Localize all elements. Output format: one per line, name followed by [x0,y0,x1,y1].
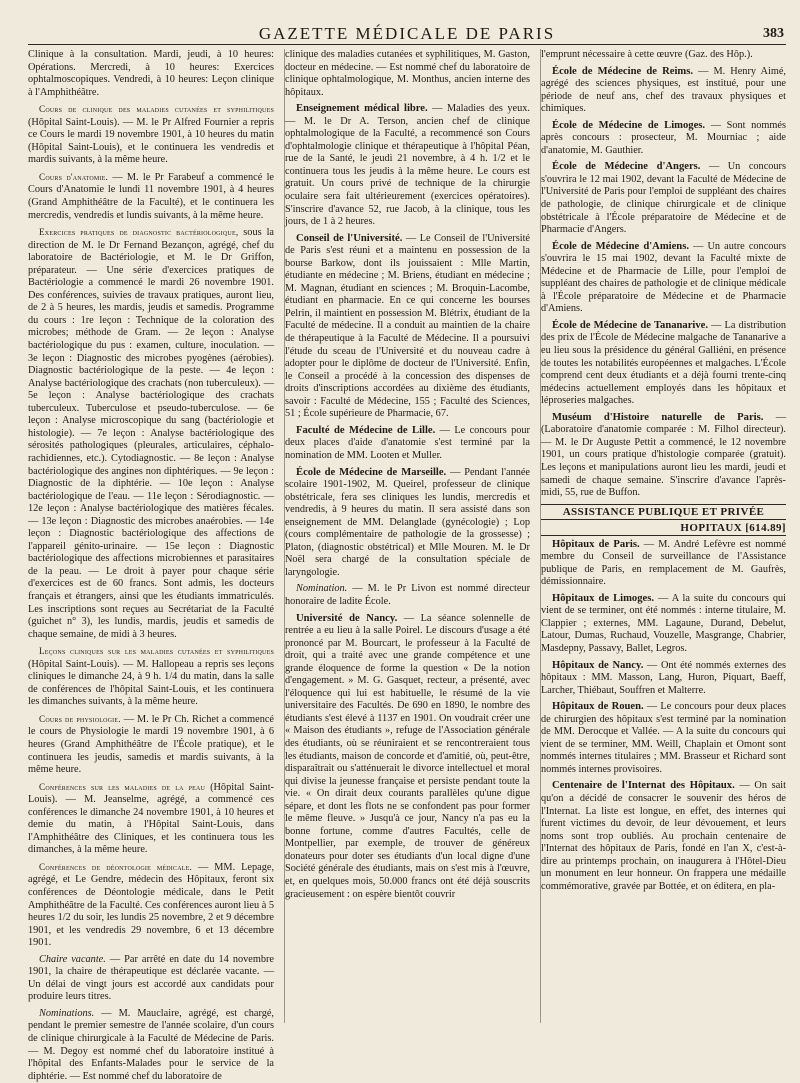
item-heading: Enseignement médical libre. [296,103,428,115]
column-left [28,49,275,1082]
news-item [28,713,274,777]
item-heading: Nominations. [39,1007,95,1019]
item-body: — M. André Lefèvre est nommé membre du Conseil de surveillance de l'Assistance publique de Paris, en remplacement de M. Gaufrès, démissionnaire. [541,538,786,588]
item-heading: Hôpitaux de Paris. [552,538,640,550]
news-item [541,593,786,656]
item-body: — La séance solennelle de rentrée a eu lieu à la salle Poirel. Le discours d'usage a été prononcé par M. Bourcart, le professeur à la Faculté de droit, qui a traité avec une grande compétence et une grande éloquence de forme la question « De la notion d'engagement. » M. G. Gasquet, recteur, a présenté, avec l'éloquence qui lui est habituelle, le résumé de la vie universitaire des Facultés. De 690 en 1890, le nombre des étudiants s'est élevé à 1137 en 1901. On voudrait créer une « Maison des étudiants », refuge de l'Association générale des étudiants, où se réuniraient et se rencontreraient tous les étudiants, maison de concorde et d'amitié, où, peut-être, disparaîtrait ou s'atténuerait le divorce intellectuel et moral qui divise la jeunesse française et persiste pendant toute la vie. « On dirait deux courants parallèles qu'une digue sépare, et dont les flots ne se confondent pas pour former le même fleuve. » Jusqu'à ce jour, Nancy n'a pas eu la bonne fortune, comme d'autres Facultés, celle de Montpellier, par exemple, de trouver de généreux donateurs pour doter ses étudiants d'un local digne d'une Société générale des étudiants, mais on s'est mis à l'œuvre, et, en quelques mois, 50.000 francs ont été déjà souscrits gracieusement : on espère bientôt couvrir [285,612,530,900]
item-body: — On sait qu'on a décidé de consacrer le souvenir des héros de l'Internat. La liste est longue, en effet, des internes qui furent victimes du devoir, de leur dévouement, et leurs noms sont trop oubliés. Au prochain centenaire de l'Internat des hôpitaux de Paris, fondé en l'an X, c'est-à-dire au printemps prochain, on inaugurera à l'Hôtel-Dieu un monument en leur honneur. On frappera une médaille commémorative, gravée par Bottée, et on éditera, en pla- [541,780,786,892]
section-subtitle: HOPITAUX [614.89] [541,522,786,536]
news-item [541,320,786,408]
item-body: — Le Conseil de l'Université de Paris s'est réuni et a maintenu en possession de la bourse Barkow, dont ils jouissaient : Mlle Martin, étudiante en médecine ; M. Briens, étudiant en médecine ; M. Magnan, étudiant en sciences ; M. Broquin-Lacombe, étudiant en pharmacie. En ce qui concerne les bourses Pelrin, il maintient en possession M. Blétrix, étudiant de la Faculté de médecine. Il a conduit au maintien de la chaire de thérapeutique à la Faculté de Médecine. Il a poursuivi l'étude du sceau de l'Université et du nouveau cadre à adopter pour le diplôme de docteur de l'Université. Enfin, le Conseil a procédé à la concession des dispenses de droits d'inscriptions accordées au dixième des étudiants, savoir : Faculté de Médecine, 155 ; Faculté des Sciences, 51 ; École supérieure de Pharmacie, 67. [285,232,530,420]
item-body: — M. le Pr Livon est nommé directeur honoraire de ladite École. [285,583,531,607]
journal-title: GAZETTE MÉDICALE DE PARIS [258,24,556,43]
news-item [541,161,786,236]
news-item [285,613,530,902]
news-item [541,539,786,589]
item-body: — Pendant l'année scolaire 1901-1902, M. Queirel, professeur de clinique obstétricale, fera ses cliniques les lundis, mercredis et vendredis, à 9 heures du matin. Il sera assisté dans son enseignement de MM. Delanglade (gynécologie) ; Lop (cours complémentaire de pathologie de la grossesse) ; Platon, (diagnostic obstétrical) et Mlle Mouren. M. le Dr Noël sera chargé de la consultation spéciale de laryngologie. [285,466,531,578]
news-item [541,660,786,698]
item-heading: École de Médecine de Marseille. [296,466,447,478]
news-item [28,954,274,1004]
item-heading: Faculté de Médecine de Lille. [296,424,436,436]
item-body: — Sont nommés après concours : prosecteur, M. Mourniac ; aide d'anatomie, M. Gauthier. [541,119,786,156]
news-item [285,233,530,421]
item-body: (Hôpital Saint-Louis). — M. Jeanselme, agrégé, a commencé ces conférences le dimanche 24 novembre 1901, à 10 heures et demie du matin, à l'Hôpital Saint-Louis, dans l'Amphithéâtre des Cliniques, et les continuera tous les dimanches, à la même heure. [28,781,274,856]
item-heading: Hôpitaux de Nancy. [552,659,644,671]
item-body: — Le concours pour deux places de chirurgien des hôpitaux s'est terminé par la nomination de MM. Derocque et Vallée. — A la suite du concours qui vient de se terminer, MM. Weill, Chaplain et Omont sont nommés internes titulaires ; MM. Brasseur et Richard sont nommés internes provisoires. [541,701,786,775]
news-item [285,49,530,99]
item-body: — M. le Pr Ch. Richet a commencé le cours de Physiologie le mardi 19 novembre 1901, à 6 heures (Grand Amphithéâtre de l'École pratique), et le continuera les jeudis, samedis et mardis suivants, à la même heure. [28,713,274,776]
item-heading: Cours de clinique des maladies cutanées et syphilitiques [39,104,274,115]
item-body: — Un autre concours s'ouvrira le 15 mai 1902, devant la Faculté mixte de Médecine et de Pharmacie de Lille, pour l'emploi de suppléant des chaires de pathologie et de clinique médicale à l'École préparatoire de Médecine et de Pharmacie d'Amiens. [541,240,786,315]
item-body: — A la suite du concours qui vient de se terminer, ont été nommés : interne titulaire, M. Clappier ; externes, MM. Lagaune, Durand, Debelut, Latour, Dumas, Ruchaud, Vouzelle, Masgrange, Chabrier, Masdepny, Passavy, Ballet, Legros. [541,592,786,654]
item-body: clinique des maladies cutanées et syphilitiques, M. Gaston, docteur en médecine. — Est nommé chef du laboratoire de clinique ophtalmologique, M. Monthus, ancien interne des hôpitaux. [285,49,530,98]
item-body: (Hôpital Saint-Louis). — M. le Pr Alfred Fournier a repris ce Cours le mardi 19 novembre 1901, à 10 heures du matin (Hôpital Saint-Louis), et le continuera les vendredis et mardis suivants, à la même heure. [28,116,274,166]
item-body: sous la direction de M. le Dr Fernand Bezançon, agrégé, chef du laboratoire de Bactériologie, et M. le Dr Griffon, préparateur. — Une série d'exercices pratiques de Bactériologie a commencé le mardi 26 novembre 1901. Des conférences, suivies de travaux pratiques, auront lieu, de 2 à 5 heures, les mardis, jeudis et samedis. Programme du cours : 1re leçon : Technique de la coloration des microbes; méthode de Gram. — 2e leçon : Analyse bactériologique du pus : examen, culture, inoculation. — 3e leçon : Diagnostic des microbes pyogènes (aérobies). Diagnostic bactériologique de la peste. — 4e leçon : Analyse bactériologique des crachats (non tuberculeux). — 5e leçon : Analyse bactériologique des crachats tuberculeux. Tuberculose et pseudo-tuberculose. — 6e leçon : Analyse microscopique du sang (bactériologie et histologie). — 7e leçon : Analyse bactériologique des sérosités pathologiques (pleurales, articulaires, céphalo-rachidiennes, etc.). Cytodiagnostic. — 8e leçon : Analyse bactériologique des angines non diphtériques. — 9e leçon : Diagnostic de la diphtérie. — 10e leçon : Analyse bactériologique de l'eau. — 11e leçon : Sérodiagnostic. — 12e leçon : Analyse bactériologique des matières fécales. — 13e leçon : Diagnostic des microbes anaérobies. — 14e leçon : Diagnostic bactériologique des affections de l'appareil génito-urinaire. — 15e leçon : Diagnostic bactériologique des affections microbiennes et parasitaires de la peau. — Le droit à payer pour chaque série d'exercices est de 60 francs. Sont admis, les docteurs français et étrangers, ainsi que les étudiants immatriculés. Les inscriptions sont reçues au Secrétariat de la Faculté (guichet n° 3), les lundis, mardis, jeudis et samedis de chaque semaine, de midi à 3 heures. [28,227,275,640]
text-columns [28,49,787,1082]
news-item [541,412,786,500]
news-item [28,861,274,950]
item-heading: Exercices pratiques de diagnostic bactériologique, [39,227,239,238]
news-item [541,241,786,316]
item-heading: École de Médecine d'Angers. [552,161,701,173]
news-item [285,103,530,228]
item-body: — M. Henry Aimé, agrégé des sciences physiques, est institué, pour une période de neuf ans, chef des travaux physiques et chimiques. [541,65,786,115]
item-heading: Cours de physiologie. [39,713,121,724]
news-item [541,49,786,62]
page-header [28,22,786,45]
item-heading: Nomination. [296,583,348,595]
column-right [540,49,786,1023]
item-heading: Conseil de l'Université. [296,232,403,244]
news-item [28,645,274,709]
item-body: — Ont été nommés externes des hôpitaux : MM. Masson, Lang, Huron, Piquart, Baeff, Larcher, Thiébaut, Souffren et Malterre. [541,659,786,696]
item-heading: Université de Nancy. [296,612,398,624]
item-body: — La distribution des prix de l'École de Médecine malgache de Tananarive a eu lieu sous la présidence du général Galliéni, en présence de toutes les notabilités européennes et malgaches. L'École comprend cent deux étudiants et a déjà fourni trente-cinq médecins actuellement employés dans les hôpitaux et léproseries malgaches. [541,319,786,407]
item-heading: Chaire vacante. [39,953,106,965]
page-number: 383 [763,26,784,41]
item-body: — M. le Pr Farabeuf a commencé le Cours d'Anatomie le lundi 11 novembre 1901, à 4 heures (Grand Amphithéâtre de la Faculté), et le continuera les mercredis, vendredis et lundis suivants, à la même heure. [28,171,274,221]
news-item [28,103,274,167]
item-body: — Le concours pour deux places d'aide d'anatomie s'est terminé par la nomination de MM. Looten et Muller. [285,424,530,461]
item-body: Clinique à la consultation. Mardi, jeudi, à 10 heures: Opérations. Mercredi, à 10 heures: Exercices ophtalmoscopiques. Vendredi, à 10 heures: Leçon clinique à l'Amphithéâtre. [28,49,274,98]
news-item [285,467,530,580]
item-heading: Conférences sur les maladies de la peau [39,781,206,792]
item-body: — M. Mauclaire, agrégé, est chargé, pendant le premier semestre de l'année scolaire, d'un cours de clinique chirurgicale à la Faculté de Médecine de Paris. — M. Degoy est nommé chef du laboratoire institué à l'hôpital des Enfants-Malades pour le service de la diphtérie. — Est nommé chef du laboratoire de [28,1007,274,1082]
item-heading: Hôpitaux de Limoges. [552,592,654,604]
item-body: — MM. Lepage, agrégé, et Le Gendre, médecin des Hôpitaux, feront six conférences de Déontologie médicale, dans le Petit Amphithéâtre de la Faculté. Ces conférences auront lieu à 5 heures 1/2 du soir, les lundis 25 novembre, 2 et 9 décembre 1901, et les vendredis 29 novembre, 6 et 13 décembre 1901. [28,861,275,949]
news-item [541,120,786,158]
item-heading: Cours d'anatomie. [39,171,109,182]
item-heading: École de Médecine de Limoges. [552,119,706,131]
item-body: (Hôpital Saint-Louis). — M. Hallopeau a repris ses leçons cliniques le dimanche 24, à 9 h. 1/4 du matin, dans la salle de conférences de l'hôpital Saint-Louis, et les continuera les dimanches suivants, à la même heure. [28,658,274,708]
item-heading: École de Médecine de Tananarive. [552,319,709,331]
item-body: l'emprunt nécessaire à cette œuvre (Gaz. des Hôp.). [541,49,753,60]
news-item [285,425,530,463]
news-item [28,49,274,99]
news-item [28,226,274,641]
news-item [28,781,274,857]
column-middle [284,49,530,1023]
item-body: — (Laboratoire d'anatomie comparée : M. Filhol directeur). — M. le Dr Auguste Pettit a commencé, le 12 novembre 1901, un cours pratique d'histologie comparée (gratuit). Les leçons et manipulations auront lieu les mardi, jeudi et samedi de chaque semaine. S'inscrire d'avance l'après-midi, 55, rue de Buffon. [541,411,787,499]
item-heading: Muséum d'Histoire naturelle de Paris. [552,411,764,423]
item-heading: Centenaire de l'Internat des Hôpitaux. [552,780,735,792]
item-body: — Un concours s'ouvrira le 12 mai 1902, devant la Faculté de Médecine de l'Université de Paris pour l'emploi de suppléant des chaires de pathologie, de clinique chirurgicale et de clinique obstétricale à l'École préparatoire de Médecine et de Pharmacie d'Angers. [541,161,786,236]
news-item [28,1008,274,1083]
item-heading: Conférences de déontologie médicale. [39,861,192,872]
item-heading: École de Médecine d'Amiens. [552,240,689,252]
news-item [541,780,786,893]
item-heading: Leçons cliniques sur les maladies cutanées et syphilitiques [39,646,274,657]
section-title: ASSISTANCE PUBLIQUE ET PRIVÉE [541,504,786,520]
newspaper-page [28,22,787,1082]
news-item [28,171,274,222]
item-body: — Par arrêté en date du 14 novembre 1901, la chaire de thérapeutique est déclarée vacante. — Un délai de vingt jours est accordé aux candidats pour produire leurs titres. [28,953,275,1003]
news-item [541,701,786,776]
item-heading: École de Médecine de Reims. [552,65,693,77]
news-item [541,66,786,116]
item-heading: Hôpitaux de Rouen. [552,701,644,713]
item-body: — Maladies des yeux. — M. le Dr A. Terson, ancien chef de clinique ophtalmologique de la Faculté, a recommencé son Cours d'ophtalmologie clinique et thérapeutique à l'hôpital Péan, rue de la Santé, le jeudi 21 novembre, à 4 h. 1/2 et le continuera tous les jeudis à la même heure. Le cours est gratuit. Un cours privé de technique de la chirurgie oculaire sera fait ultérieurement (exercices opératoires). S'inscrire d'avance 52, rue Jacob, à la clinique, tous les jours, de 1 à 2 heures. [285,103,530,228]
news-item [285,583,530,608]
